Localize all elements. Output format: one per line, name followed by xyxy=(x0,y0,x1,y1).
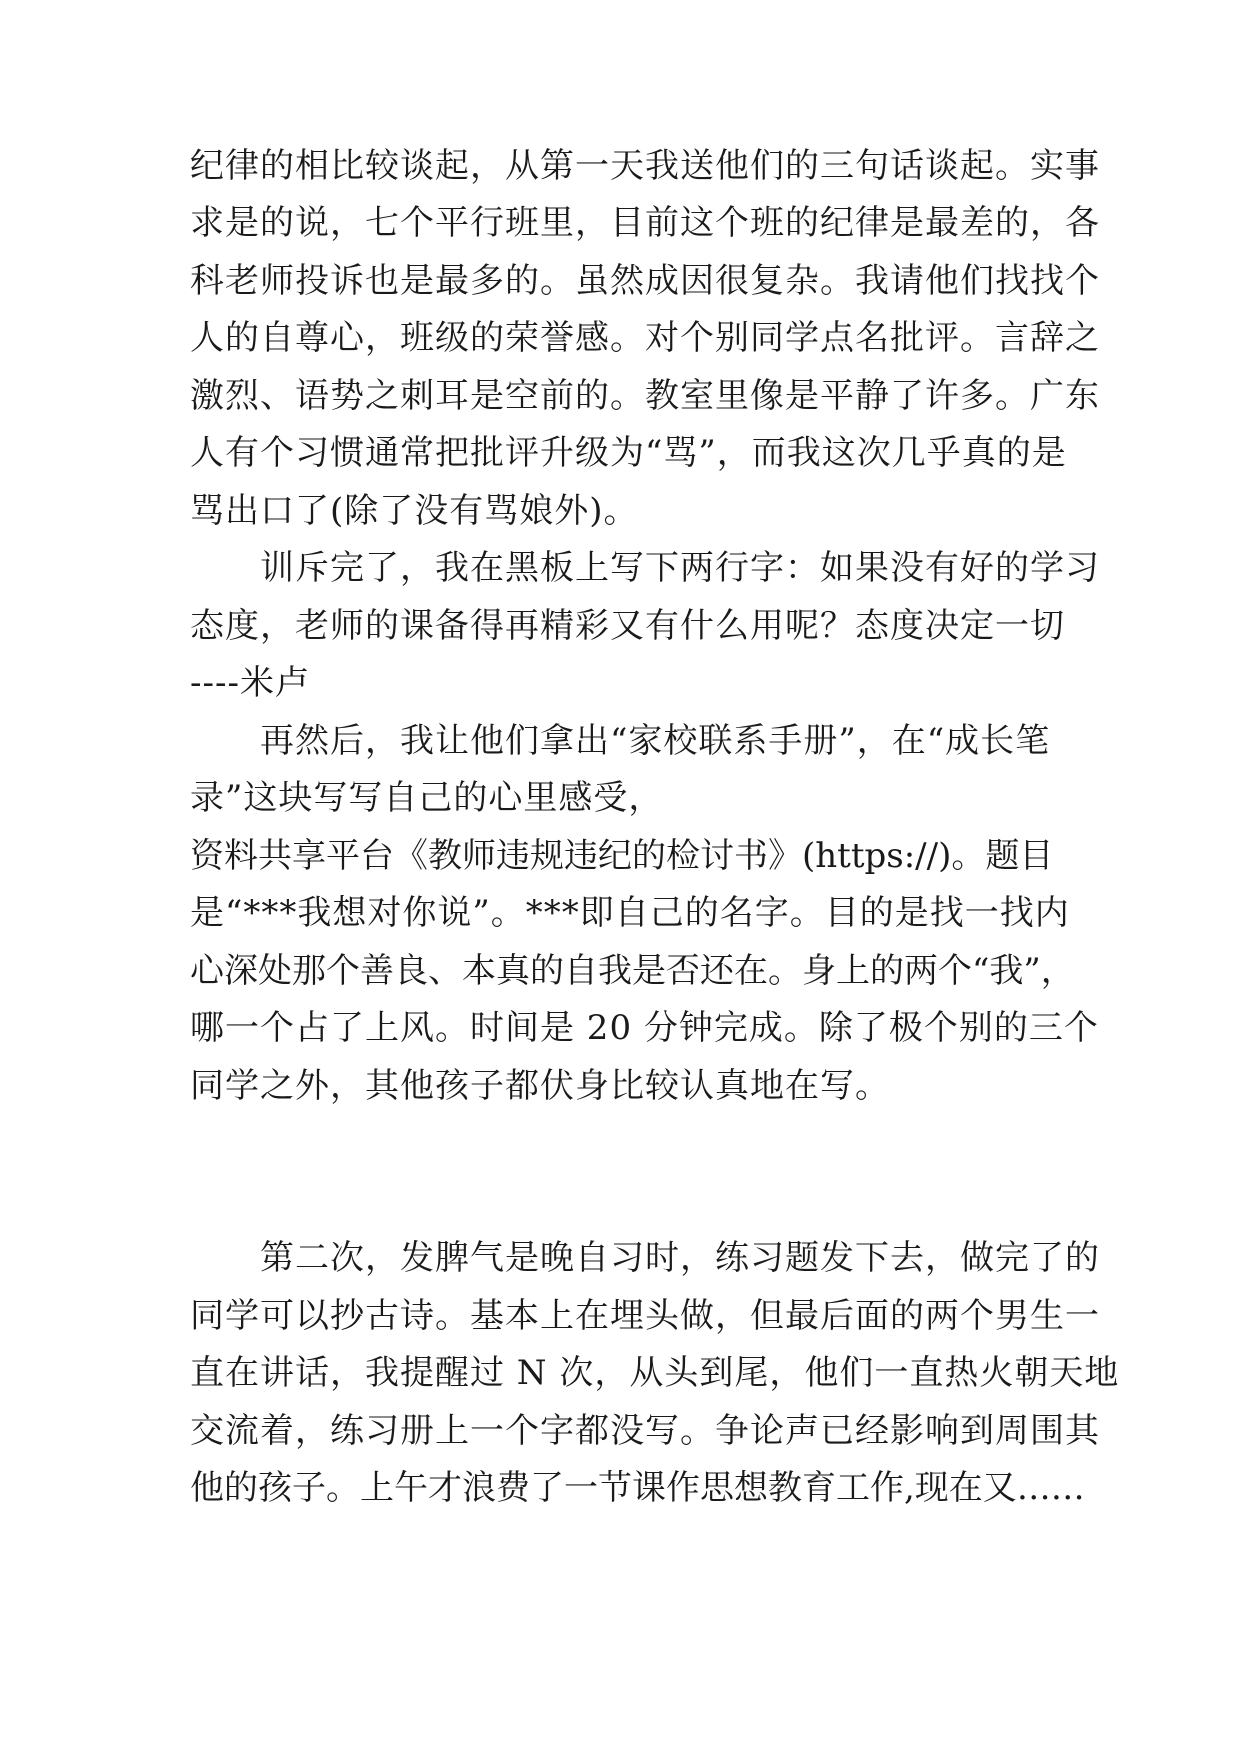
text-line-22: 他的孩子。上午才浪费了一节课作思想教育工作,现在又…… xyxy=(190,1468,1085,1508)
text-line-17: 同学之外，其他孩子都伏身比较认真地在写。 xyxy=(190,1066,890,1106)
text-line-18: 第二次，发脾气是晚自习时，练习题发下去，做完了的 xyxy=(190,1238,1100,1278)
text-line-7: 骂出口了(除了没有骂娘外)。 xyxy=(190,491,639,531)
text-line-19: 同学可以抄古诗。基本上在埋头做，但最后面的两个男生一 xyxy=(190,1296,1100,1336)
text-line-13: 资料共享平台《教师违规违纪的检讨书》(https://)。题目 xyxy=(190,836,1054,876)
text-line-11: 再然后，我让他们拿出“家校联系手册”，在“成长笔 xyxy=(190,721,1051,761)
text-line-12: 录”这块写写自己的心里感受， xyxy=(190,778,664,818)
text-line-6: 人有个习惯通常把批评升级为“骂”，而我这次几乎真的是 xyxy=(190,433,1067,473)
text-line-15: 心深处那个善良、本真的自我是否还在。身上的两个“我”， xyxy=(190,951,1075,991)
text-line-9: 态度，老师的课备得再精彩又有什么用呢？态度决定一切 xyxy=(190,606,1065,646)
text-line-20: 直在讲话，我提醒过 N 次，从头到尾，他们一直热火朝天地 xyxy=(190,1353,1120,1393)
text-line-3: 科老师投诉也是最多的。虽然成因很复杂。我请他们找找个 xyxy=(190,261,1100,301)
text-line-16: 哪一个占了上风。时间是 20 分钟完成。除了极个别的三个 xyxy=(190,1008,1099,1048)
text-line-5: 激烈、语势之刺耳是空前的。教室里像是平静了许多。广东 xyxy=(190,376,1100,416)
text-line-1: 纪律的相比较谈起，从第一天我送他们的三句话谈起。实事 xyxy=(190,146,1100,186)
text-line-8: 训斥完了，我在黑板上写下两行字：如果没有好的学习 xyxy=(190,548,1100,588)
text-line-2: 求是的说，七个平行班里，目前这个班的纪律是最差的，各 xyxy=(190,203,1100,243)
text-line-21: 交流着，练习册上一个字都没写。争论声已经影响到周围其 xyxy=(190,1411,1100,1451)
text-line-4: 人的自尊心，班级的荣誉感。对个别同学点名批评。言辞之 xyxy=(190,318,1100,358)
text-line-10: ----米卢 xyxy=(190,663,310,703)
text-line-14: 是“***我想对你说”。***即自己的名字。目的是找一找内 xyxy=(190,893,1070,933)
